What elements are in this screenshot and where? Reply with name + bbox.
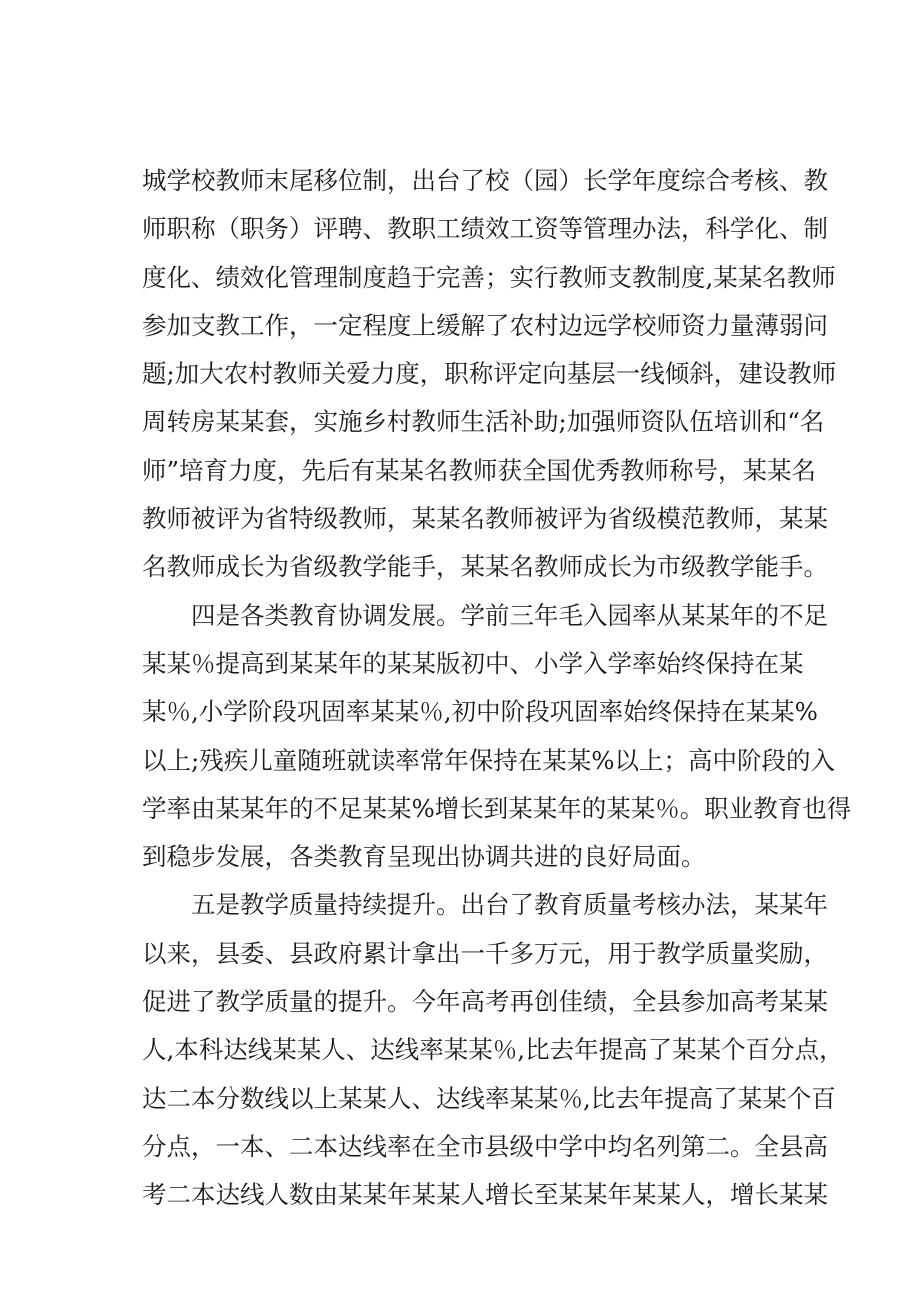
text-line: 分点，一本、二本达线率在全市县级中学中均名列第二。全县高 [142, 1131, 828, 1161]
paragraph-teacher-management [142, 157, 837, 592]
paragraph-coordinated-development [142, 592, 852, 882]
text-line: 学率由某某年的不足某某%增长到某某年的某某％。职业教育也得 [142, 793, 852, 823]
text-line: 以上;残疾儿童随班就读率常年保持在某某%以上；高中阶段的入 [142, 745, 836, 775]
text-line: 名教师成长为省级教学能手，某某名教师成长为市级教学能手。 [142, 552, 828, 582]
text-line: 到稳步发展，各类教育呈现出协调共进的良好局面。 [142, 842, 706, 872]
text-line: 题;加大农村教师关爱力度，职称评定向基层一线倾斜，建设教师 [142, 359, 837, 389]
text-line: 师”培育力度，先后有某某名教师获全国优秀教师称号，某某名 [142, 455, 817, 485]
text-line: 某％,小学阶段巩固率某某％,初中阶段巩固率始终保持在某某% [142, 697, 818, 727]
text-line: 人,本科达线某某人、达线率某某％,比去年提高了某某个百分点， [142, 1035, 844, 1065]
text-line: 教师被评为省特级教师，某某名教师被评为省级模范教师，某某 [142, 504, 828, 534]
text-line: 以来，县委、县政府累计拿出一千多万元，用于教学质量奖励， [142, 938, 828, 968]
text-line: 度化、绩效化管理制度趋于完善；实行教师支教制度,某某名教师 [142, 262, 836, 292]
body-text [142, 157, 852, 1220]
text-line: 城学校教师末尾移位制，出台了校（园）长学年度综合考核、教 [142, 166, 828, 195]
text-line: 促进了教学质量的提升。今年高考再创佳绩，全县参加高考某某 [142, 987, 828, 1017]
paragraph-teaching-quality [142, 881, 844, 1219]
text-line: 某某％提高到某某年的某某版初中、小学入学率始终保持在某 [142, 648, 804, 678]
text-line: 师职称（职务）评聘、教职工绩效工资等管理办法，科学化、制 [142, 214, 828, 244]
text-line: 五是教学质量持续提升。出台了教育质量考核办法，某某年 [191, 890, 828, 920]
text-line: 四是各类教育协调发展。学前三年毛入园率从某某年的不足 [191, 600, 828, 630]
text-line: 考二本达线人数由某某年某某人增长至某某年某某人，增长某某 [142, 1180, 828, 1210]
text-line: 参加支教工作，一定程度上缓解了农村边远学校师资力量薄弱问 [142, 310, 828, 340]
text-line: 周转房某某套，实施乡村教师生活补助;加强师资队伍培训和“名 [142, 407, 825, 437]
text-line: 达二本分数线以上某某人、达线率某某％,比去年提高了某某个百 [142, 1083, 836, 1113]
